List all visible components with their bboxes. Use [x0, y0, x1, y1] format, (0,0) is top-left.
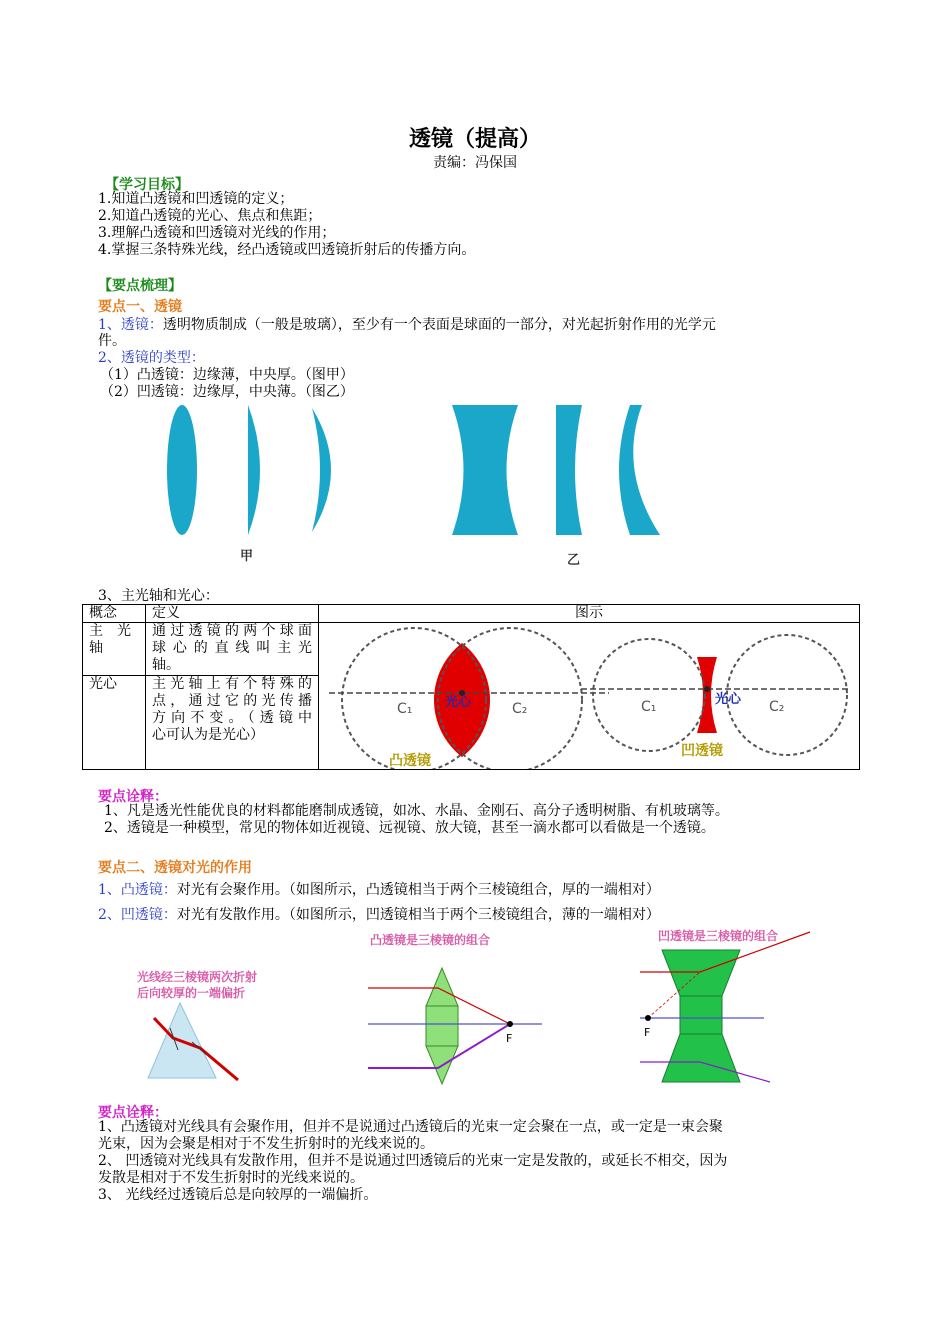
table-cell-figure — [319, 623, 860, 770]
prism-caption: 后向较厚的一端偏折 — [137, 986, 246, 1000]
summary-heading: 【要点梳理】 — [98, 278, 182, 294]
focus-dot — [507, 1021, 513, 1027]
prism-bottom — [662, 1034, 740, 1082]
concave-lens-label: 凹透镜 — [681, 743, 723, 759]
table-header: 概念 — [83, 605, 146, 623]
note1-heading: 要点诠释： — [98, 789, 168, 805]
lens-definition-text: 透明物质制成（一般是玻璃），至少有一个表面是球面的一部分，对光起折射作用的光学元 — [162, 317, 716, 333]
objective-item: 1.知道凸透镜和凹透镜的定义； — [98, 191, 294, 207]
concave-lenses — [452, 405, 660, 535]
center-block — [426, 1006, 458, 1046]
focus-label: F — [506, 1032, 513, 1045]
biconcave-lens — [452, 405, 518, 535]
plano-convex-lens — [248, 405, 260, 535]
c1-label: C₁ — [397, 701, 413, 717]
concave-effect — [98, 907, 660, 924]
optical-center-label: 光心 — [445, 695, 472, 710]
fig-jia-label: 甲 — [240, 549, 254, 564]
focus-label: F — [644, 1026, 651, 1039]
concave-diagram — [581, 635, 851, 759]
fig-yi-label: 乙 — [567, 553, 581, 568]
note1-item: 2、透镜是一种模型，常见的物体如近视镜、远视镜、放大镜，甚至一滴水都可以看做是一个透镜。 — [104, 820, 715, 836]
objective-item: 4.掌握三条特殊光线，经凸透镜或凹透镜折射后的传播方向。 — [98, 242, 476, 258]
point2-heading: 要点二、透镜对光的作用 — [98, 860, 252, 876]
objective-item: 3.理解凸透镜和凹透镜对光线的作用； — [98, 225, 336, 241]
author-line: 责编：冯保国 — [433, 155, 517, 171]
prism-caption: 光线经三棱镜两次折射 — [137, 970, 258, 984]
convex-effect-label: 1、凸透镜： — [98, 882, 177, 898]
lens-definition-label: 1、透镜： — [98, 317, 163, 333]
concave-lens-region — [697, 657, 717, 733]
prism-top — [662, 950, 740, 996]
axis-figure — [319, 623, 855, 769]
convex-type: （1）凸透镜：边缘薄，中央厚。（图甲） — [100, 367, 354, 383]
c1-label: C₁ — [641, 699, 657, 715]
table-cell-concept: 光心 — [83, 676, 146, 770]
plano-concave-lens — [556, 405, 582, 535]
concave-prism-figure — [640, 924, 820, 1084]
note2-heading: 要点诠释： — [98, 1105, 168, 1121]
optical-center-label: 光心 — [715, 692, 742, 707]
definition-table — [82, 604, 860, 770]
focus-dot — [645, 1015, 651, 1021]
convex-effect-text: 对光有会聚作用。（如图所示，凸透镜相当于两个三棱镜组合，厚的一端相对） — [176, 882, 660, 898]
objectives-heading: 【学习目标】 — [105, 177, 189, 193]
convex-lenses — [167, 405, 331, 535]
page-title: 透镜（提高） — [408, 126, 541, 152]
axis-section-label: 3、主光轴和光心： — [98, 588, 219, 604]
convex-figure-title: 凸透镜是三棱镜的组合 — [370, 933, 491, 947]
concave-type: （2）凹透镜：边缘厚，中央薄。（图乙） — [100, 384, 354, 400]
convex-prism-figure — [366, 928, 556, 1088]
note1-item: 1、凡是透光性能优良的材料都能磨制成透镜，如冰、水晶、金刚石、高分子透明树脂、有机玻璃等。 — [104, 803, 729, 819]
note2-paragraph: 3、 光线经过透镜后总是向较厚的一端偏折。 — [98, 1187, 378, 1203]
concave-figure-title: 凹透镜是三棱镜的组合 — [658, 929, 779, 943]
table-header: 图示 — [319, 605, 860, 623]
concave-effect-label: 2、凹透镜： — [98, 907, 177, 923]
convex-effect — [98, 882, 660, 899]
concave-effect-text: 对光有发散作用。（如图所示，凹透镜相当于两个三棱镜组合，薄的一端相对） — [176, 907, 660, 923]
table-cell-definition: 通过透镜的两个球面 球心的直线叫主光 轴。 — [146, 623, 319, 676]
objective-item: 2.知道凸透镜的光心、焦点和焦距； — [98, 208, 322, 224]
note2-paragraph: 光束，因为会聚是相对于不发生折射时的光线来说的。 — [98, 1136, 434, 1152]
table-cell-concept: 主 光 轴 — [83, 623, 146, 676]
sphere-circle — [593, 639, 705, 751]
lens-types-figure — [150, 400, 690, 570]
convex-lens-label: 凸透镜 — [389, 753, 431, 769]
note2-paragraph: 发散是相对于不发生折射时的光线来说的。 — [98, 1170, 364, 1186]
note2-paragraph: 1、凸透镜对光线具有会聚作用，但并不是说通过凸透镜后的光束一定会聚在一点，或一定是一束会聚 — [98, 1119, 723, 1135]
table-header: 定义 — [146, 605, 319, 623]
biconvex-lens — [167, 405, 197, 535]
lens-definition — [98, 317, 716, 334]
center-block — [680, 996, 722, 1034]
optical-center-dot — [704, 686, 710, 692]
lens-types-label: 2、透镜的类型： — [98, 350, 205, 366]
sphere-circle — [727, 635, 847, 755]
table-cell-definition: 主光轴上有个特殊的 点，通过它的光传播 方向不变。（透镜中 心可认为是光心） — [146, 676, 319, 770]
lens-definition-cont: 件。 — [98, 333, 126, 349]
prism-top — [426, 968, 458, 1006]
c2-label: C₂ — [512, 701, 528, 717]
convex-diagram — [329, 628, 609, 769]
c2-label: C₂ — [769, 699, 785, 715]
meniscus-convex-lens — [312, 408, 331, 532]
note2-paragraph: 2、 凹透镜对光线具有发散作用，但并不是说通过凹透镜后的光束一定是发散的，或延长不相交，因为 — [98, 1153, 728, 1169]
point1-heading: 要点一、透镜 — [98, 299, 182, 315]
prism-figure — [130, 960, 290, 1085]
meniscus-concave-lens — [619, 405, 660, 535]
